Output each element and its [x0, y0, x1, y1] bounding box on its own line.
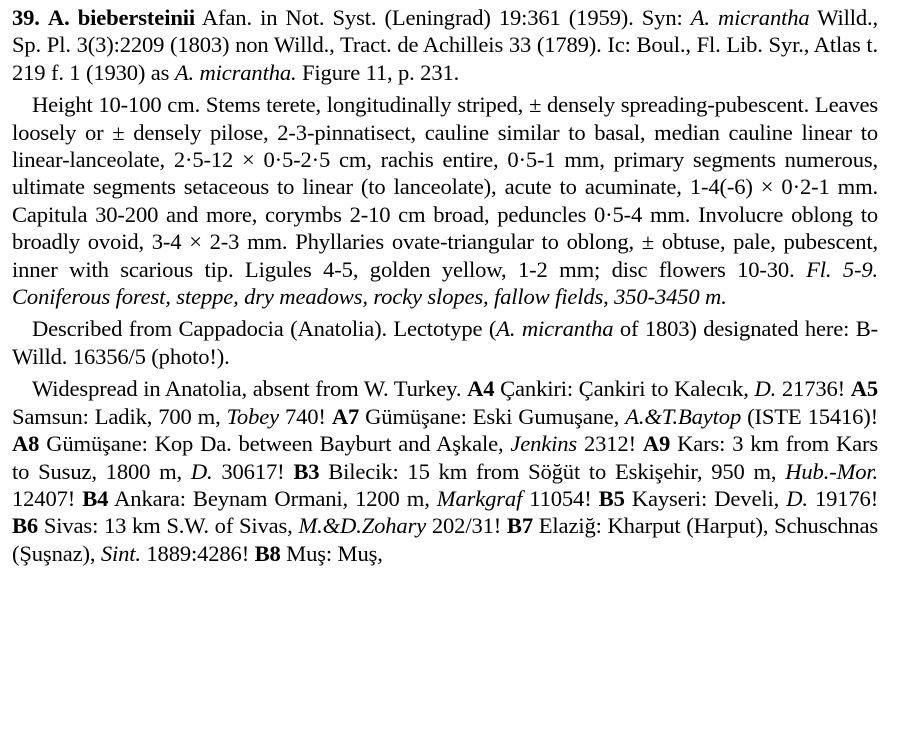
- description-paragraph: [12, 91, 878, 310]
- collector: A.&T.Baytop: [625, 403, 742, 429]
- locality: Kars: 3 km from Kars to Susuz, 1800 m,: [12, 431, 879, 484]
- collection-number: 202/31!: [431, 513, 502, 539]
- synonym-name: A. micrantha: [690, 5, 810, 30]
- collector: M.&D.Zohary: [298, 513, 427, 539]
- square-code: A7: [331, 403, 360, 429]
- square-code: A5: [850, 376, 879, 402]
- collection-number: 11054!: [529, 485, 592, 511]
- collector: Hub.-Mor.: [785, 458, 879, 484]
- square-code: B8: [254, 540, 281, 566]
- collection-number: 2312!: [583, 431, 636, 457]
- species-author: Afan.: [201, 5, 252, 30]
- synonym-citation: Willd., Sp. Pl. 3(3):2209 (1803) non Willd., Tract. de Achilleis 33 (1789). Ic: Boul., Fl. Lib. Syr., Atlas t. 219 f. 1 (1930) as: [12, 5, 879, 85]
- distribution-paragraph: [12, 375, 878, 567]
- square-code: A8: [12, 431, 40, 457]
- distribution-intro: Widespread in Anatolia, absent from W. Turkey.: [32, 376, 462, 402]
- collection-number: 30617!: [221, 458, 285, 484]
- collector: D.: [754, 376, 777, 402]
- figure-ref: Figure 11, p. 231.: [302, 59, 460, 85]
- locality: Samsun: Ladik, 700 m,: [12, 403, 221, 429]
- habitat: Coniferous forest, steppe, dry meadows, rocky slopes, fallow fields, 350-3450 m.: [12, 284, 727, 310]
- collector: Tobey: [226, 403, 279, 429]
- locality: Kayseri: Develi,: [631, 485, 780, 511]
- collection-number: 19176!: [814, 485, 879, 511]
- collection-number: 12407!: [12, 485, 76, 511]
- species-heading: [12, 4, 878, 86]
- locality: Gümüşane: Eski Gumuşane,: [365, 403, 620, 429]
- square-code: B3: [293, 458, 320, 484]
- square-code: B5: [598, 485, 625, 511]
- locality: Bilecik: 15 km from Söğüt to Eskişehir, 950 m,: [328, 458, 777, 484]
- locality: Muş: Muş,: [286, 540, 383, 566]
- collection-number: 21736!: [781, 376, 846, 402]
- collector: Markgraf: [436, 485, 523, 511]
- icon-ref-name: A. micrantha.: [174, 59, 297, 85]
- square-code: A9: [642, 431, 671, 457]
- type-paragraph: [12, 315, 878, 370]
- species-number: 39.: [12, 5, 40, 30]
- collector: D.: [190, 458, 213, 484]
- square-code: B6: [12, 513, 39, 539]
- lectotype-name: A. micrantha: [496, 316, 614, 342]
- species-citation: in Not. Syst. (Leningrad) 19:361 (1959). Syn:: [260, 5, 683, 30]
- flowering-period: Fl. 5-9.: [806, 256, 878, 282]
- species-name: A. biebersteinii: [47, 5, 195, 30]
- collector: D.: [786, 485, 808, 511]
- description-text: Height 10-100 cm. Stems terete, longitudinally striped, ± densely spreading-pubescent. Leaves loosely or ± densely pilose, 2-3-pinnatisect, cauline similar to basal, median cauline linear to linear-lanceolate, 2·5-12 × 0·5-2·5 cm, rachis entire, 0·5-1 mm, primary segments numerous, ultimate segments setaceous to linear (to lanceolate), acute to acuminate, 1-4(-6) × 0·2-1 mm. Capitula 30-200 and more, corymbs 2-10 cm broad, peduncles 0·5-4 mm. Involucre oblong to broadly ovoid, 3-4 × 2-3 mm. Phyllaries ovate-triangular to oblong, ± obtuse, pale, pubescent, inner with scarious tip. Ligules 4-5, golden yellow, 1-2 mm; disc flowers 10-30.: [12, 92, 878, 282]
- collection-number: 1889:4286!: [146, 540, 250, 566]
- locality: Sivas: 13 km S.W. of Sivas,: [43, 513, 293, 539]
- collection-number: 740!: [284, 403, 326, 429]
- type-text-2: of 1803) designated here: B-Willd. 16356/5 (photo!).: [12, 316, 879, 369]
- square-code: A4: [467, 376, 495, 402]
- type-text-1: Described from Cappadocia (Anatolia). Lectotype (: [32, 316, 497, 342]
- locality: Gümüşane: Kop Da. between Bayburt and Aşkale,: [46, 431, 504, 457]
- collector: Sint.: [100, 540, 141, 566]
- locality: Çankiri: Çankiri to Kalecık,: [500, 376, 749, 402]
- collection-number: (ISTE 15416)!: [747, 403, 879, 429]
- square-code: B4: [82, 485, 109, 511]
- locality: Ankara: Beynam Ormani, 1200 m,: [114, 485, 430, 511]
- square-code: B7: [506, 513, 533, 539]
- locality: Elaziğ: Kharput (Harput), Schuschnas (Şuşnaz),: [12, 513, 879, 566]
- collector: Jenkins: [510, 431, 578, 457]
